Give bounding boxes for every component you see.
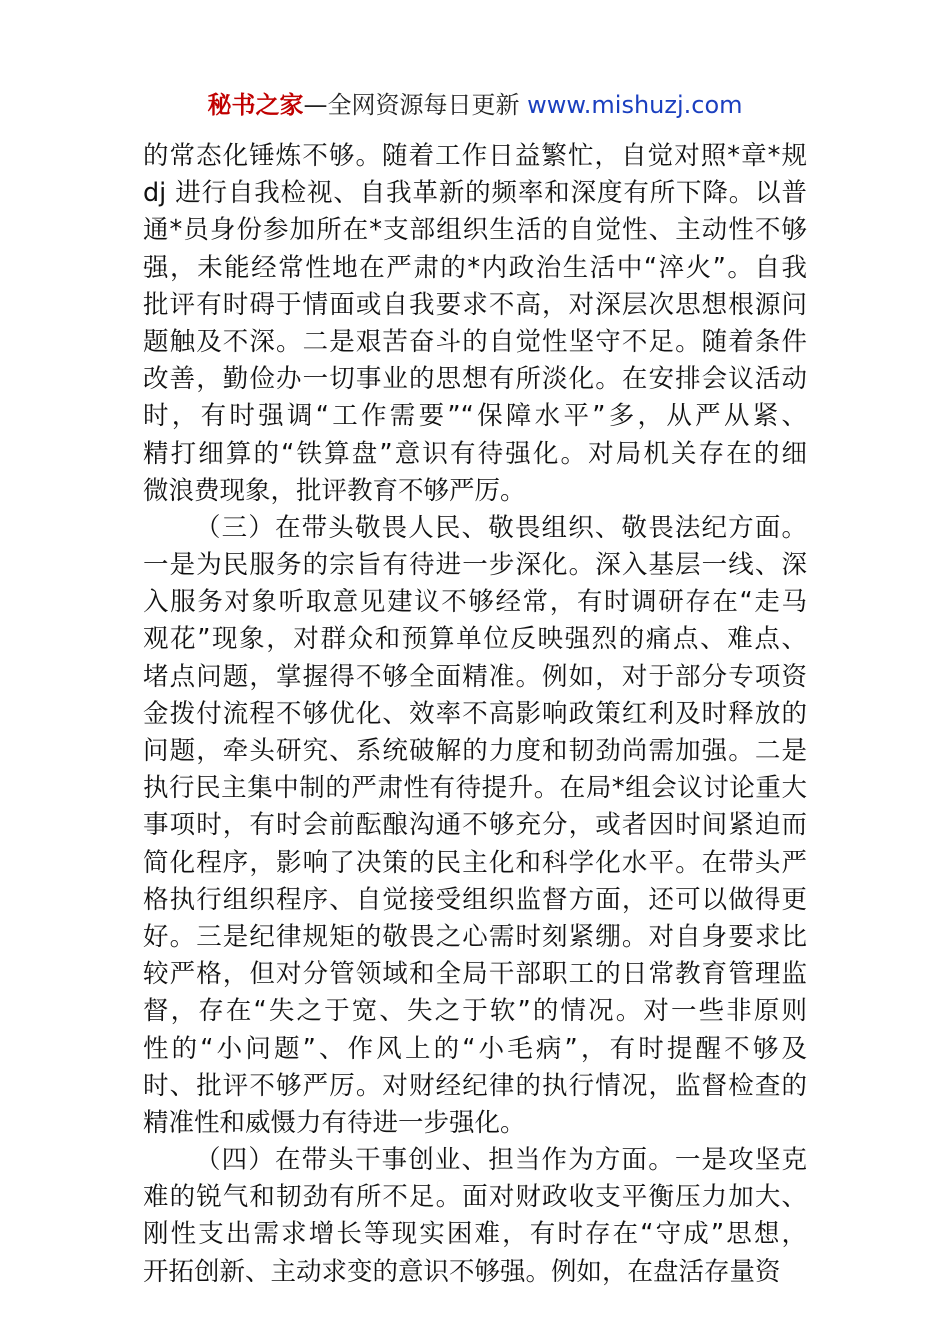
text-line: 精准性和威慑力有待进一步强化。 — [143, 1107, 526, 1138]
text-line: 性的“小问题”、作风上的“小毛病”，有时提醒不够及 — [143, 1033, 807, 1064]
site-header — [0, 88, 950, 122]
text-line: 好。三是纪律规矩的敬畏之心需时刻紧绷。对自身要求比 — [143, 921, 807, 952]
text-line: 批评有时碍于情面或自我要求不高，对深层次思想根源问 — [143, 289, 807, 320]
text-line: 入服务对象听取意见建议不够经常，有时调研存在“走马 — [143, 587, 807, 618]
text-line: 金拨付流程不够优化、效率不高影响政策红利及时释放的 — [143, 698, 807, 729]
text-line: 格执行组织程序、自觉接受组织监督方面，还可以做得更 — [143, 884, 807, 915]
text-line: （四）在带头干事创业、担当作为方面。一是攻坚克 — [195, 1145, 807, 1176]
text-line: 观花”现象，对群众和预算单位反映强烈的痛点、难点、 — [143, 624, 807, 655]
text-line: 执行民主集中制的严肃性有待提升。在局*组会议讨论重大 — [143, 773, 807, 804]
text-line: 微浪费现象，批评教育不够严厉。 — [143, 475, 526, 506]
document-body — [143, 138, 807, 1291]
site-url-link[interactable]: www.mishuzj.com — [527, 91, 743, 119]
text-line: 问题，牵头研究、系统破解的力度和韧劲尚需加强。二是 — [143, 736, 807, 766]
text-line: 时、批评不够严厉。对财经纪律的执行情况，监督检查的 — [143, 1070, 807, 1101]
text-line: 事项时，有时会前酝酿沟通不够充分，或者因时间紧迫而 — [143, 810, 807, 841]
text-line: 改善，勤俭办一切事业的思想有所淡化。在安排会议活动 — [143, 364, 807, 395]
text-line: （三）在带头敬畏人民、敬畏组织、敬畏法纪方面。 — [195, 512, 807, 543]
text-line: 督，存在“失之于宽、失之于软”的情况。对一些非原则 — [143, 996, 807, 1027]
text-line: 时，有时强调“工作需要”“保障水平”多，从严从紧、 — [143, 401, 807, 432]
paragraph — [143, 138, 807, 510]
text-line: 强，未能经常性地在严肃的*内政治生活中“淬火”。自我 — [143, 252, 807, 283]
site-brand: 秘书之家 — [207, 91, 304, 119]
text-line: 精打细算的“铁算盘”意识有待强化。对局机关存在的细 — [143, 438, 807, 469]
paragraph — [143, 1142, 807, 1291]
text-line: 简化程序，影响了决策的民主化和科学化水平。在带头严 — [143, 847, 807, 878]
text-line: 题触及不深。二是艰苦奋斗的自觉性坚守不足。随着条件 — [143, 326, 807, 357]
paragraph — [143, 510, 807, 1142]
text-line: 刚性支出需求增长等现实困难，有时存在“守成”思想， — [143, 1219, 807, 1250]
text-line: 难的锐气和韧劲有所不足。面对财政收支平衡压力加大、 — [143, 1182, 807, 1213]
text-line: 开拓创新、主动求变的意识不够强。例如，在盘活存量资 — [143, 1256, 781, 1287]
text-line: 堵点问题，掌握得不够全面精准。例如，对于部分专项资 — [143, 661, 807, 692]
text-line: 通*员身份参加所在*支部组织生活的自觉性、主动性不够 — [143, 215, 807, 246]
text-line: 一是为民服务的宗旨有待进一步深化。深入基层一线、深 — [143, 550, 807, 581]
text-line: 较严格，但对分管领域和全局干部职工的日常教育管理监 — [143, 959, 807, 990]
text-line: 的常态化锤炼不够。随着工作日益繁忙，自觉对照*章*规 — [143, 141, 807, 171]
text-line: dj 进行自我检视、自我革新的频率和深度有所下降。以普 — [143, 178, 807, 209]
site-tagline: —全网资源每日更新 — [303, 91, 520, 119]
